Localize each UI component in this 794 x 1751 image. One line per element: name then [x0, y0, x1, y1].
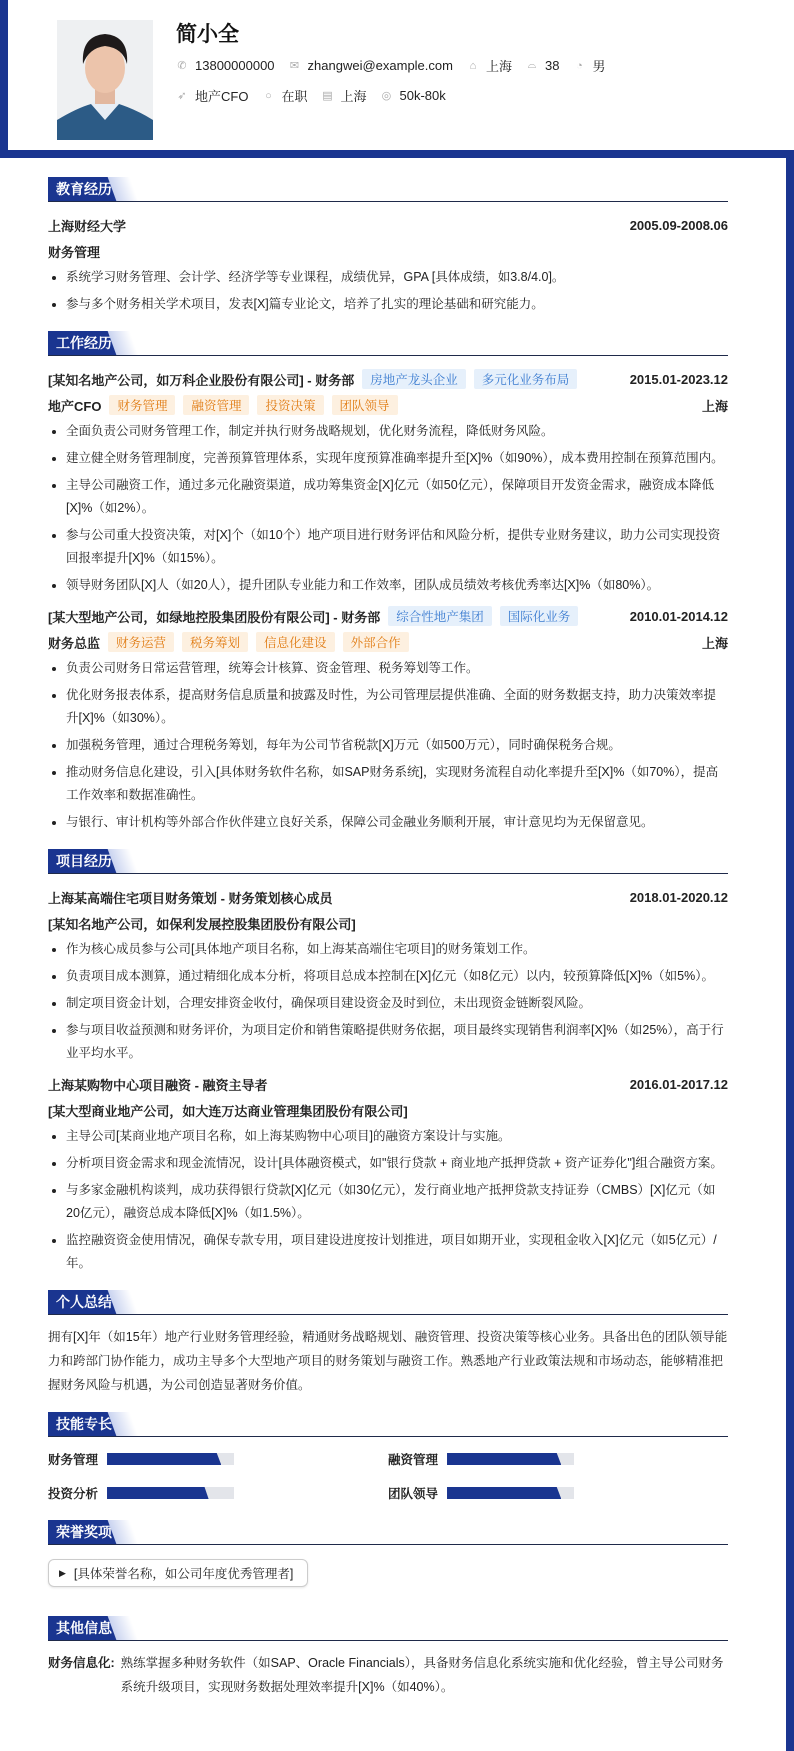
skill-bar: [447, 1487, 574, 1499]
bullet-item: 加强税务管理，通过合理税务筹划，每年为公司节省税款[X]万元（如500万元），同时确保税务合规。: [48, 734, 728, 757]
age: 38: [544, 58, 560, 73]
project-date: 2018.01-2020.12: [629, 889, 728, 905]
status-icon: ○: [265, 89, 272, 102]
work-date: 2010.01-2014.12: [629, 608, 728, 624]
job-title: 财务总监: [48, 635, 101, 651]
project-company-row: [48, 910, 728, 936]
bullet-item: 建立健全财务管理制度，完善预算管理体系，实现年度预算准确率提升至[X]%（如90%），成本费用控制在预算范围内。: [48, 447, 728, 470]
work-header: [48, 366, 728, 392]
bullet-list: [48, 420, 728, 597]
company-tag: 综合性地产集团: [388, 606, 492, 626]
skill-tag: 财务管理: [109, 395, 175, 415]
work-company-group: [48, 369, 577, 389]
email-icon: ✉: [289, 60, 300, 72]
resume-body: [0, 150, 794, 1751]
project-name: 上海某高端住宅项目财务策划 - 财务策划核心成员: [48, 890, 333, 906]
city: 上海: [340, 89, 367, 104]
bullet-item: 监控融资资金使用情况，确保专款专用，项目建设进度按计划推进，项目如期开业，实现租金收入[X]亿元（如5亿元）/年。: [48, 1229, 728, 1275]
company-tag: 国际化业务: [500, 606, 579, 626]
section-title: 荣誉奖项: [48, 1520, 120, 1544]
skill-tag: 信息化建设: [256, 632, 335, 652]
skill-tag: 团队领导: [332, 395, 398, 415]
bullet-list: [48, 938, 728, 1065]
gender: 男: [592, 59, 606, 74]
phone-icon: ✆: [177, 60, 187, 72]
bullet-list: [48, 657, 728, 834]
gender-icon: ◔: [576, 59, 583, 72]
skill-bar-fill: [107, 1487, 209, 1499]
skill-bar-fill: [107, 1453, 221, 1465]
other-info-item: [48, 1651, 728, 1699]
project-company: [某知名地产公司，如保利发展控股集团股份有限公司]: [48, 916, 356, 932]
location: 上海: [485, 59, 512, 74]
section-header: [48, 1615, 728, 1641]
bullet-item: 推动财务信息化建设，引入[具体财务软件名称，如SAP财务系统]，实现财务流程自动化率提升至[X]%（如70%），提高工作效率和数据准确性。: [48, 761, 728, 807]
bullet-item: 与多家金融机构谈判，成功获得银行贷款[X]亿元（如30亿元），发行商业地产抵押贷款支持证券（CMBS）[X]亿元（如20亿元），融资总成本降低[X]%（如1.5%）。: [48, 1179, 728, 1225]
bullet-item: 制定项目资金计划，合理安排资金收付，确保项目建设资金及时到位，未出现资金链断裂风险。: [48, 992, 728, 1015]
section-header: [48, 848, 728, 874]
bullet-list: [48, 266, 728, 316]
other-info-key: 财务信息化:: [48, 1656, 115, 1670]
skill-bar: [447, 1453, 574, 1465]
bullet-item: 主导公司[某商业地产项目名称，如上海某购物中心项目]的融资方案设计与实施。: [48, 1125, 728, 1148]
section-title: 项目经历: [48, 849, 120, 873]
section-title: 其他信息: [48, 1616, 120, 1640]
skill-tag: 投资决策: [257, 395, 323, 415]
summary-text: 拥有[X]年（如15年）地产行业财务管理经验，精通财务战略规划、融资管理、投资决策等核心业务。具备出色的团队领导能力和跨部门协作能力，成功主导多个大型地产项目的财务策划与融资工作。熟悉地产行业政策法规和市场动态，能够精准把握财务风险与机遇，为公司创造显著财务价值。: [48, 1330, 728, 1392]
work-title-group: [48, 395, 398, 415]
skill-tag: 外部合作: [343, 632, 409, 652]
section-header: [48, 176, 728, 202]
work-date: 2015.01-2023.12: [629, 371, 728, 387]
building-icon: ▤: [322, 90, 333, 102]
project-date: 2016.01-2017.12: [629, 1076, 728, 1092]
skill-tag: 财务运营: [108, 632, 174, 652]
company-name: [某大型地产公司，如绿地控股集团股份有限公司] - 财务部: [48, 609, 381, 625]
bullet-item: 参与项目收益预测和财务评价，为项目定价和销售策略提供财务依据，项目最终实现销售利润率[X]%（如25%），高于行业平均水平。: [48, 1019, 728, 1065]
skill-name: 投资分析: [48, 1487, 99, 1501]
section-header: [48, 1519, 728, 1545]
bullet-item: 参与多个财务相关学术项目，发表[X]篇专业论文，培养了扎实的理论基础和研究能力。: [48, 293, 728, 316]
section-education: [48, 176, 728, 316]
bullet-item: 负责项目成本测算，通过精细化成本分析，将项目总成本控制在[X]亿元（如8亿元）以内，较预算降低[X]%（如5%）。: [48, 965, 728, 988]
major-row: [48, 238, 728, 264]
project-name: 上海某购物中心项目融资 - 融资主导者: [48, 1077, 268, 1093]
salary-icon: ◎: [381, 90, 392, 102]
section-summary: [48, 1289, 728, 1397]
award-name: [具体荣誉名称，如公司年度优秀管理者]: [73, 1567, 294, 1581]
other-info-value: 熟练掌握多种财务软件（如SAP、Oracle Financials），具备财务信息化系统实施和优化经验，曾主导公司财务系统升级项目，实现财务数据处理效率提升[X]%（如40%）。: [120, 1656, 724, 1694]
bullet-item: 领导财务团队[X]人（如20人），提升团队专业能力和工作效率，团队成员绩效考核优秀率达[X]%（如80%）。: [48, 574, 728, 597]
skill-bar: [107, 1487, 234, 1499]
award-item[interactable]: [48, 1559, 308, 1587]
skill-name: 财务管理: [48, 1453, 99, 1467]
section-header: [48, 1411, 728, 1437]
work-title-group: [48, 632, 409, 652]
work-title-row: [48, 392, 728, 418]
bullet-item: 全面负责公司财务管理工作，制定并执行财务战略规划，优化财务流程，降低财务风险。: [48, 420, 728, 443]
email[interactable]: zhangwei@example.com: [307, 58, 453, 73]
triangle-right-icon: ▶: [59, 1567, 66, 1578]
resume-header: [0, 0, 794, 158]
bullet-item: 参与公司重大投资决策，对[X]个（如10个）地产项目进行财务评估和风险分析，提供专业财务建议，助力公司实现投资回报率提升[X]%（如15%）。: [48, 524, 728, 570]
phone: 13800000000: [195, 58, 275, 73]
skill-item: [388, 1481, 728, 1505]
section-awards: [48, 1519, 728, 1601]
company-name: [某知名地产公司，如万科企业股份有限公司] - 财务部: [48, 372, 355, 388]
bullet-item: 主导公司融资工作，通过多元化融资渠道，成功筹集资金[X]亿元（如50亿元），保障项目开发资金需求，融资成本降低[X]%（如2%）。: [48, 474, 728, 520]
skill-item: [48, 1447, 388, 1471]
job-title: 地产CFO: [48, 398, 102, 414]
education-header: [48, 212, 728, 238]
work-location: 上海: [701, 398, 728, 414]
skills-grid: [48, 1447, 728, 1505]
section-work: [48, 330, 728, 834]
work-header: [48, 603, 728, 629]
project-company-row: [48, 1097, 728, 1123]
skill-tag: 税务筹划: [182, 632, 248, 652]
section-title: 工作经历: [48, 331, 120, 355]
bullet-item: 与银行、审计机构等外部合作伙伴建立良好关系，保障公司金融业务顺利开展，审计意见均为无保留意见。: [48, 811, 728, 834]
bullet-item: 作为核心成员参与公司[具体地产项目名称，如上海某高端住宅项目]的财务策划工作。: [48, 938, 728, 961]
section-title: 个人总结: [48, 1290, 120, 1314]
work-title-row: [48, 629, 728, 655]
skill-name: 融资管理: [388, 1453, 439, 1467]
profile-photo: [57, 20, 153, 140]
skill-bar-fill: [447, 1453, 561, 1465]
job-intent-row: [176, 86, 460, 105]
major: 财务管理: [48, 244, 101, 260]
work-company-group: [48, 606, 578, 626]
home-icon: ⌂: [469, 59, 477, 72]
skill-bar: [107, 1453, 234, 1465]
candidate-name: 简小全: [176, 23, 239, 46]
status: 在职: [281, 89, 308, 104]
skill-bar-fill: [447, 1487, 561, 1499]
company-tag: 多元化业务布局: [474, 369, 578, 389]
bullet-list: [48, 1125, 728, 1275]
skill-name: 团队领导: [388, 1487, 439, 1501]
project-company: [某大型商业地产公司，如大连万达商业管理集团股份有限公司]: [48, 1103, 408, 1119]
work-location: 上海: [701, 635, 728, 651]
cake-icon: ⌓: [527, 59, 537, 71]
skill-item: [48, 1481, 388, 1505]
bullet-item: 系统学习财务管理、会计学、经济学等专业课程，成绩优异，GPA [具体成绩，如3.8/4.0]。: [48, 266, 728, 289]
bullet-item: 负责公司财务日常运营管理，统筹会计核算、资金管理、税务筹划等工作。: [48, 657, 728, 680]
project-header: [48, 884, 728, 910]
project-header: [48, 1071, 728, 1097]
skill-tag: 融资管理: [183, 395, 249, 415]
section-header: [48, 330, 728, 356]
salary: 50k-80k: [399, 88, 446, 103]
bullet-item: 分析项目资金需求和现金流情况，设计[具体融资模式，如"银行贷款 + 商业地产抵押贷款 + 资产证券化"]组合融资方案。: [48, 1152, 728, 1175]
company-tag: 房地产龙头企业: [362, 369, 466, 389]
section-title: 教育经历: [48, 177, 120, 201]
section-title: 技能专长: [48, 1412, 120, 1436]
section-skills: [48, 1411, 728, 1505]
education-date: 2005.09-2008.06: [629, 217, 728, 233]
section-projects: [48, 848, 728, 1275]
send-icon: ➶: [177, 90, 187, 102]
section-header: [48, 1289, 728, 1315]
section-other: [48, 1615, 728, 1699]
school-name: 上海财经大学: [48, 218, 127, 234]
position: 地产CFO: [195, 89, 249, 104]
skill-item: [388, 1447, 728, 1471]
contact-row: [176, 56, 619, 75]
bullet-item: 优化财务报表体系，提高财务信息质量和披露及时性，为公司管理层提供准确、全面的财务数据支持，助力决策效率提升[X]%（如30%）。: [48, 684, 728, 730]
